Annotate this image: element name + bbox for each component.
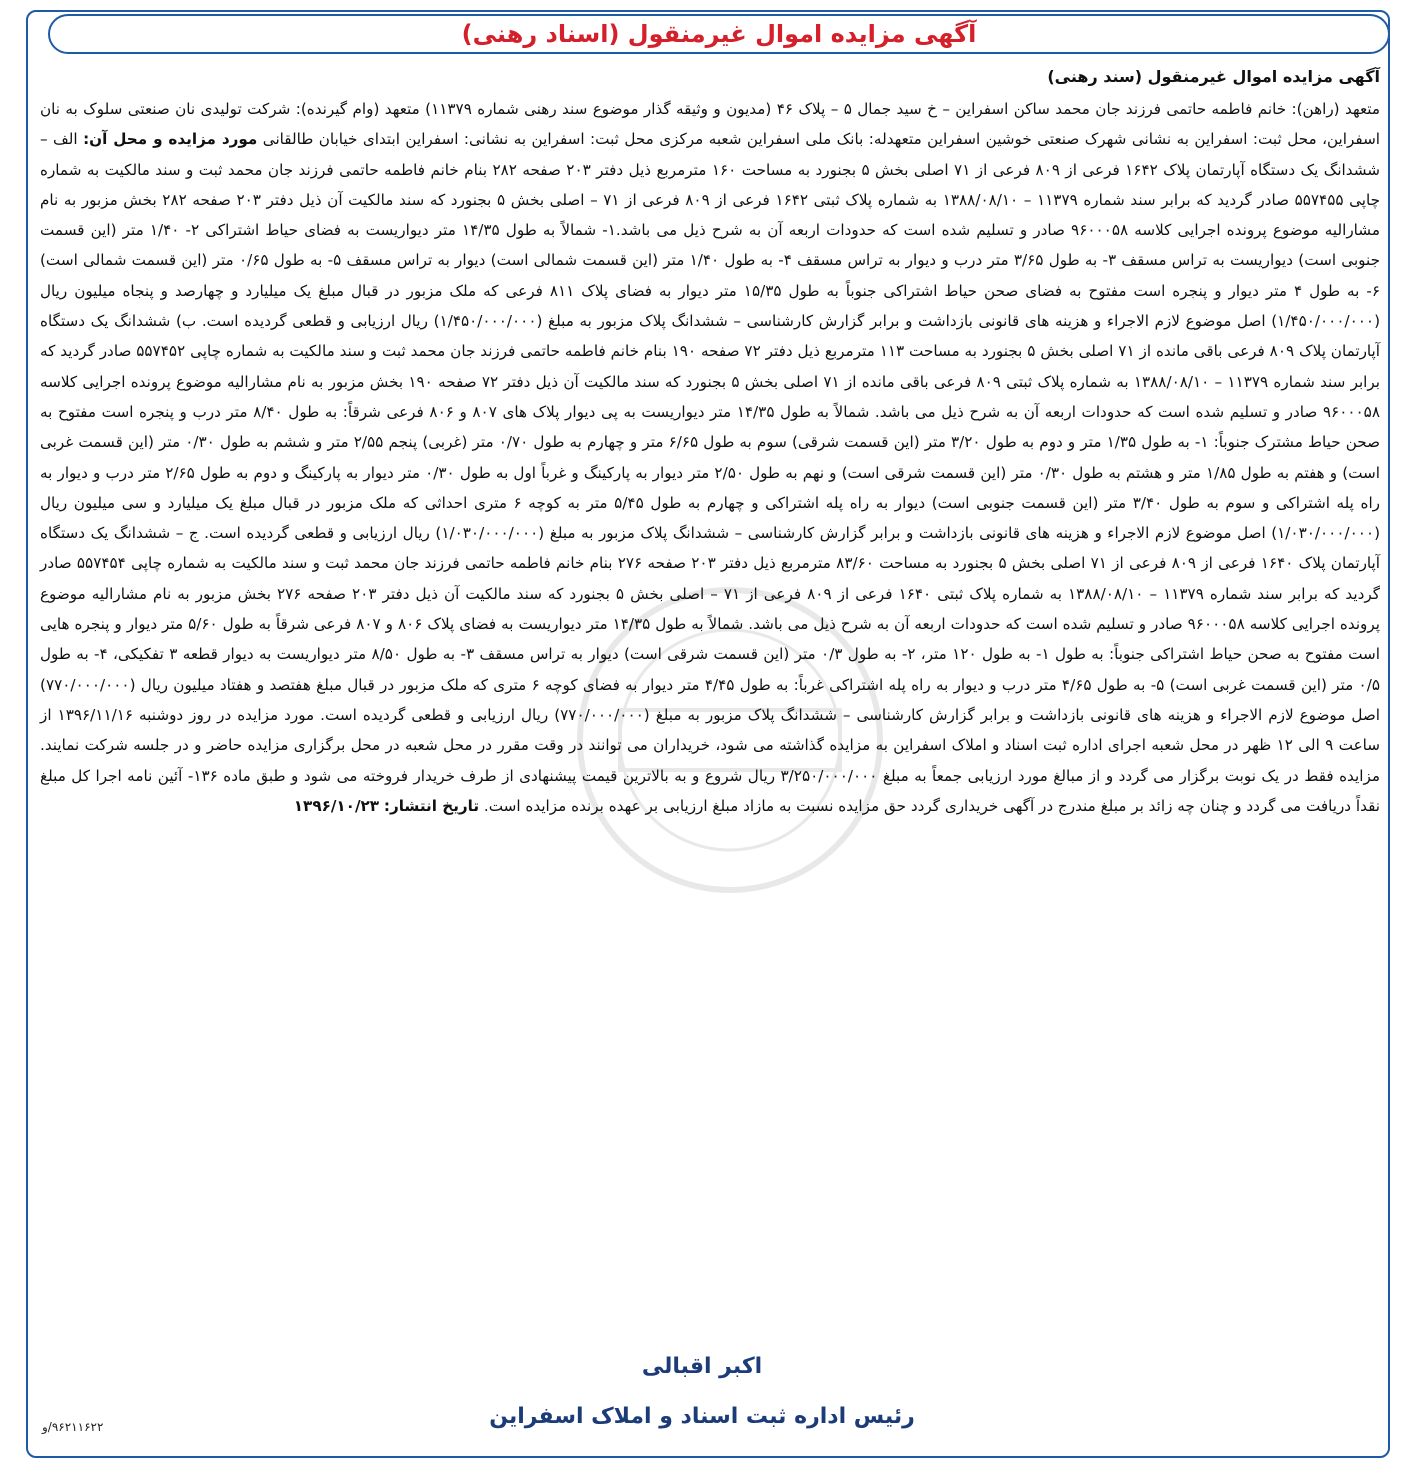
page-title: آگهی مزایده اموال غیرمنقول (اسناد رهنی) [461,20,977,48]
notice-paragraph [40,94,1380,821]
auction-item-heading: مورد مزایده و محل آن: [83,130,258,149]
title-banner [48,14,1390,54]
notice-text-part1: متعهد (راهن): خانم فاطمه حاتمی فرزند جان محمد ساکن اسفراین – خ سید جمال ۵ – پلاک ۴۶ (مدیون و وثیقه گذار موضوع سند رهنی شماره ۱۱۳۷۹) متعهد (وام گیرنده): شرکت تولیدی نان صنعتی سلوک به نان اسفراین، محل ثبت: اسفراین به نشانی شهرک صنعتی خوشین اسفراین متعهدله: بانک ملی اسفراین شعبه مرکزی محل ثبت: اسفراین به نشانی: اسفراین ابتدای خیابان طالقانی [40,100,1381,149]
publish-date: ۱۳۹۶/۱۰/۲۳ [293,796,380,815]
reference-code: ۹۶۲۱۱۶۲۲/و [42,1420,104,1434]
signatory-name: اکبر اقبالی [641,1354,763,1379]
notice-subtitle: آگهی مزایده اموال غیرمنقول (سند رهنی) [1047,67,1380,86]
signatory-role: رئیس اداره ثبت اسناد و املاک اسفراین [489,1404,915,1429]
publish-date-label: تاریخ انتشار: [383,796,480,815]
notice-body [40,64,1380,821]
notice-text-part2: الف – ششدانگ یک دستگاه آپارتمان پلاک ۱۶۴۲ فرعی از ۸۰۹ فرعی از ۷۱ اصلی بخش ۵ بجنورد به مساحت ۱۶۰ مترمربع ذیل دفتر ۲۰۳ صفحه ۲۸۲ بنام خانم فاطمه حاتمی فرزند جان محمد ثبت و سند مالکیت به شماره چاپی ۵۵۷۴۵۵ صادر گردید که برابر سند شماره ۱۱۳۷۹ – ۱۳۸۸/۰۸/۱۰ به شماره پلاک ثبتی ۱۶۴۲ فرعی از ۸۰۹ فرعی از ۷۱ – اصلی بخش ۵ بجنورد که سند مالکیت آن ذیل دفتر ۲۰۳ صفحه ۲۸۲ بخش مزبور به نام مشارالیه موضوع پرونده اجرایی کلاسه ۹۶۰۰۰۵۸ صادر و تسلیم شده است که حدودات اربعه آن به شرح ذیل می باشد.۱- شمالاً به طول ۱۴/۳۵ متر دیواریست به فضای حیاط اشتراکی ۲- ۱/۴۰ متر (این قسمت جنوبی است) دیواریست به تراس مسقف ۳- به طول ۳/۶۵ متر درب و دیوار به تراس مسقف ۴- به طول ۱/۴۰ متر (این قسمت شمالی است) دیوار به تراس مسقف ۵- به طول ۰/۶۵ متر (این قسمت شمالی است) ۶- به طول ۴ متر دیوار و پنجره است مفتوح به فضای صحن حیاط اشتراکی جنوباً به طول ۱۵/۳۵ متر دیوار به فضای پلاک ۸۱۱ فرعی که ملک مزبور در قبال مبلغ یک میلیارد و چهارصد و پنجاه میلیون ریال (۱/۴۵۰/۰۰۰/۰۰۰) اصل موضوع لازم الاجراء و هزینه های قانونی بازداشت و برابر گزارش کارشناسی – ششدانگ پلاک مزبور به مبلغ (۱/۴۵۰/۰۰۰/۰۰۰) ریال ارزیابی و قطعی گردیده است. ب) ششدانگ یک دستگاه آپارتمان پلاک ۸۰۹ فرعی باقی مانده از ۷۱ اصلی بخش ۵ بجنورد به مساحت ۱۱۳ مترمربع ذیل دفتر ۷۲ صفحه ۱۹۰ بنام خانم فاطمه حاتمی فرزند جان محمد ثبت و سند مالکیت به شماره چاپی ۵۵۷۴۵۲ صادر گردید که برابر سند شماره ۱۱۳۷۹ – ۱۳۸۸/۰۸/۱۰ به شماره پلاک ثبتی ۸۰۹ فرعی باقی مانده از ۷۱ اصلی بخش ۵ بجنورد که سند مالکیت آن ذیل دفتر ۷۲ صفحه ۱۹۰ بخش مزبور به نام مشارالیه موضوع پرونده اجرایی کلاسه ۹۶۰۰۰۵۸ صادر و تسلیم شده است که حدودات اربعه آن به شرح ذیل می باشد. شمالاً به طول ۱۴/۳۵ متر دیواریست به پی دیوار پلاک های ۸۰۷ و ۸۰۶ فرعی شرقاً: به طول ۸/۴۰ متر درب و پنجره است مفتوح به صحن حیاط مشترک جنوباً: ۱- به طول ۱/۳۵ متر و دوم به طول ۳/۲۰ متر (این قسمت شرقی) سوم به طول ۶/۶۵ متر و چهارم به طول ۰/۷۰ متر (غربی) پنجم ۲/۵۵ متر و ششم به طول ۰/۳۰ متر (این قسمت غربی است) و هفتم به طول ۱/۸۵ متر و هشتم به طول ۰/۳۰ متر (این قسمت شرقی است) و نهم به طول ۲/۵۰ متر دیوار به پارکینگ و غرباً اول به طول ۰/۳۰ متر دیوار به پارکینگ و دوم به طول ۲/۶۵ متر درب و دیوار به راه پله اشتراکی و سوم به طول ۳/۴۰ متر (این قسمت جنوبی است) دیوار به راه پله اشتراکی و چهارم به طول ۵/۴۵ متر به کوچه ۶ متری احداثی که ملک مزبور در قبال مبلغ یک میلیارد و سی میلیون ریال (۱/۰۳۰/۰۰۰/۰۰۰) اصل موضوع لازم الاجراء و هزینه های قانونی بازداشت و برابر گزارش کارشناسی – ششدانگ پلاک مزبور به مبلغ (۱/۰۳۰/۰۰۰/۰۰۰) ریال ارزیابی و قطعی گردیده است. ج – ششدانگ یک دستگاه آپارتمان پلاک ۱۶۴۰ فرعی از ۸۰۹ فرعی از ۷۱ اصلی بخش ۵ بجنورد به مساحت ۸۳/۶۰ مترمربع ذیل دفتر ۲۰۳ صفحه ۲۷۶ بنام خانم فاطمه حاتمی فرزند جان محمد ثبت و سند مالکیت به شماره چاپی ۵۵۷۴۵۴ صادر گردید که برابر سند شماره ۱۱۳۷۹ – ۱۳۸۸/۰۸/۱۰ به شماره پلاک ثبتی ۱۶۴۰ فرعی از ۸۰۹ فرعی از ۷۱ – اصلی بخش ۵ بجنورد که سند مالکیت آن ذیل دفتر ۲۰۳ صفحه ۲۷۶ بخش مزبور به نام مشارالیه موضوع پرونده اجرایی کلاسه ۹۶۰۰۰۵۸ صادر و تسلیم شده است که حدودات اربعه آن به شرح ذیل می باشد. شمالاً به طول ۱۴/۳۵ متر دیواریست به فضای پلاک ۸۰۶ و ۸۰۷ فرعی شرقاً به طول ۵/۶۰ متر دیوار و پنجره هایی است مفتوح به صحن حیاط اشتراکی جنوباً: به طول ۱- به طول ۱۲۰ متر، ۲- به طول ۰/۳ متر (این قسمت شرقی است) دیوار به تراس مسقف ۳- به طول ۸/۵۰ متر دیواریست به دیوار قطعه ۳ تفکیکی، ۴- به طول ۰/۵ متر (این قسمت غربی است) ۵- به طول ۴/۶۵ متر درب و دیوار به راه پله اشتراکی غرباً: به طول ۴/۴۵ متر دیوار به فضای کوچه ۶ متری که ملک مزبور در قبال مبلغ هفتصد و هفتاد میلیون ریال (۷۷۰/۰۰۰/۰۰۰) اصل موضوع لازم الاجراء و هزینه های قانونی بازداشت و برابر گزارش کارشناسی – ششدانگ پلاک مزبور به مبلغ (۷۷۰/۰۰۰/۰۰۰) ریال ارزیابی و قطعی گردیده است. مورد مزایده در روز دوشنبه ۱۳۹۶/۱۱/۱۶ از ساعت ۹ الی ۱۲ ظهر در محل شعبه اجرای اداره ثبت اسناد و املاک اسفراین به مزایده گذاشته می شود، خریداران می توانند در وقت مقرر در محل شعبه در محل برگزاری مزایده حاضر و در جلسه شرکت نمایند. مزایده فقط در یک نوبت برگزار می گردد و از مبالغ مورد ارزیابی جمعاً به مبلغ ۳/۲۵۰/۰۰۰/۰۰۰ ریال شروع و به بالاترین قیمت پیشنهادی از طرف خریدار فروخته می شود و طبق ماده ۱۳۶- آئین نامه اجرا کل مبلغ نقداً دریافت می گردد و چنان چه زائد بر مبلغ مندرج در آگهی خریداری گردد حق مزایده نسبت به مازاد مبلغ ارزیابی بر عهده برنده مزایده است. [40,130,1381,815]
